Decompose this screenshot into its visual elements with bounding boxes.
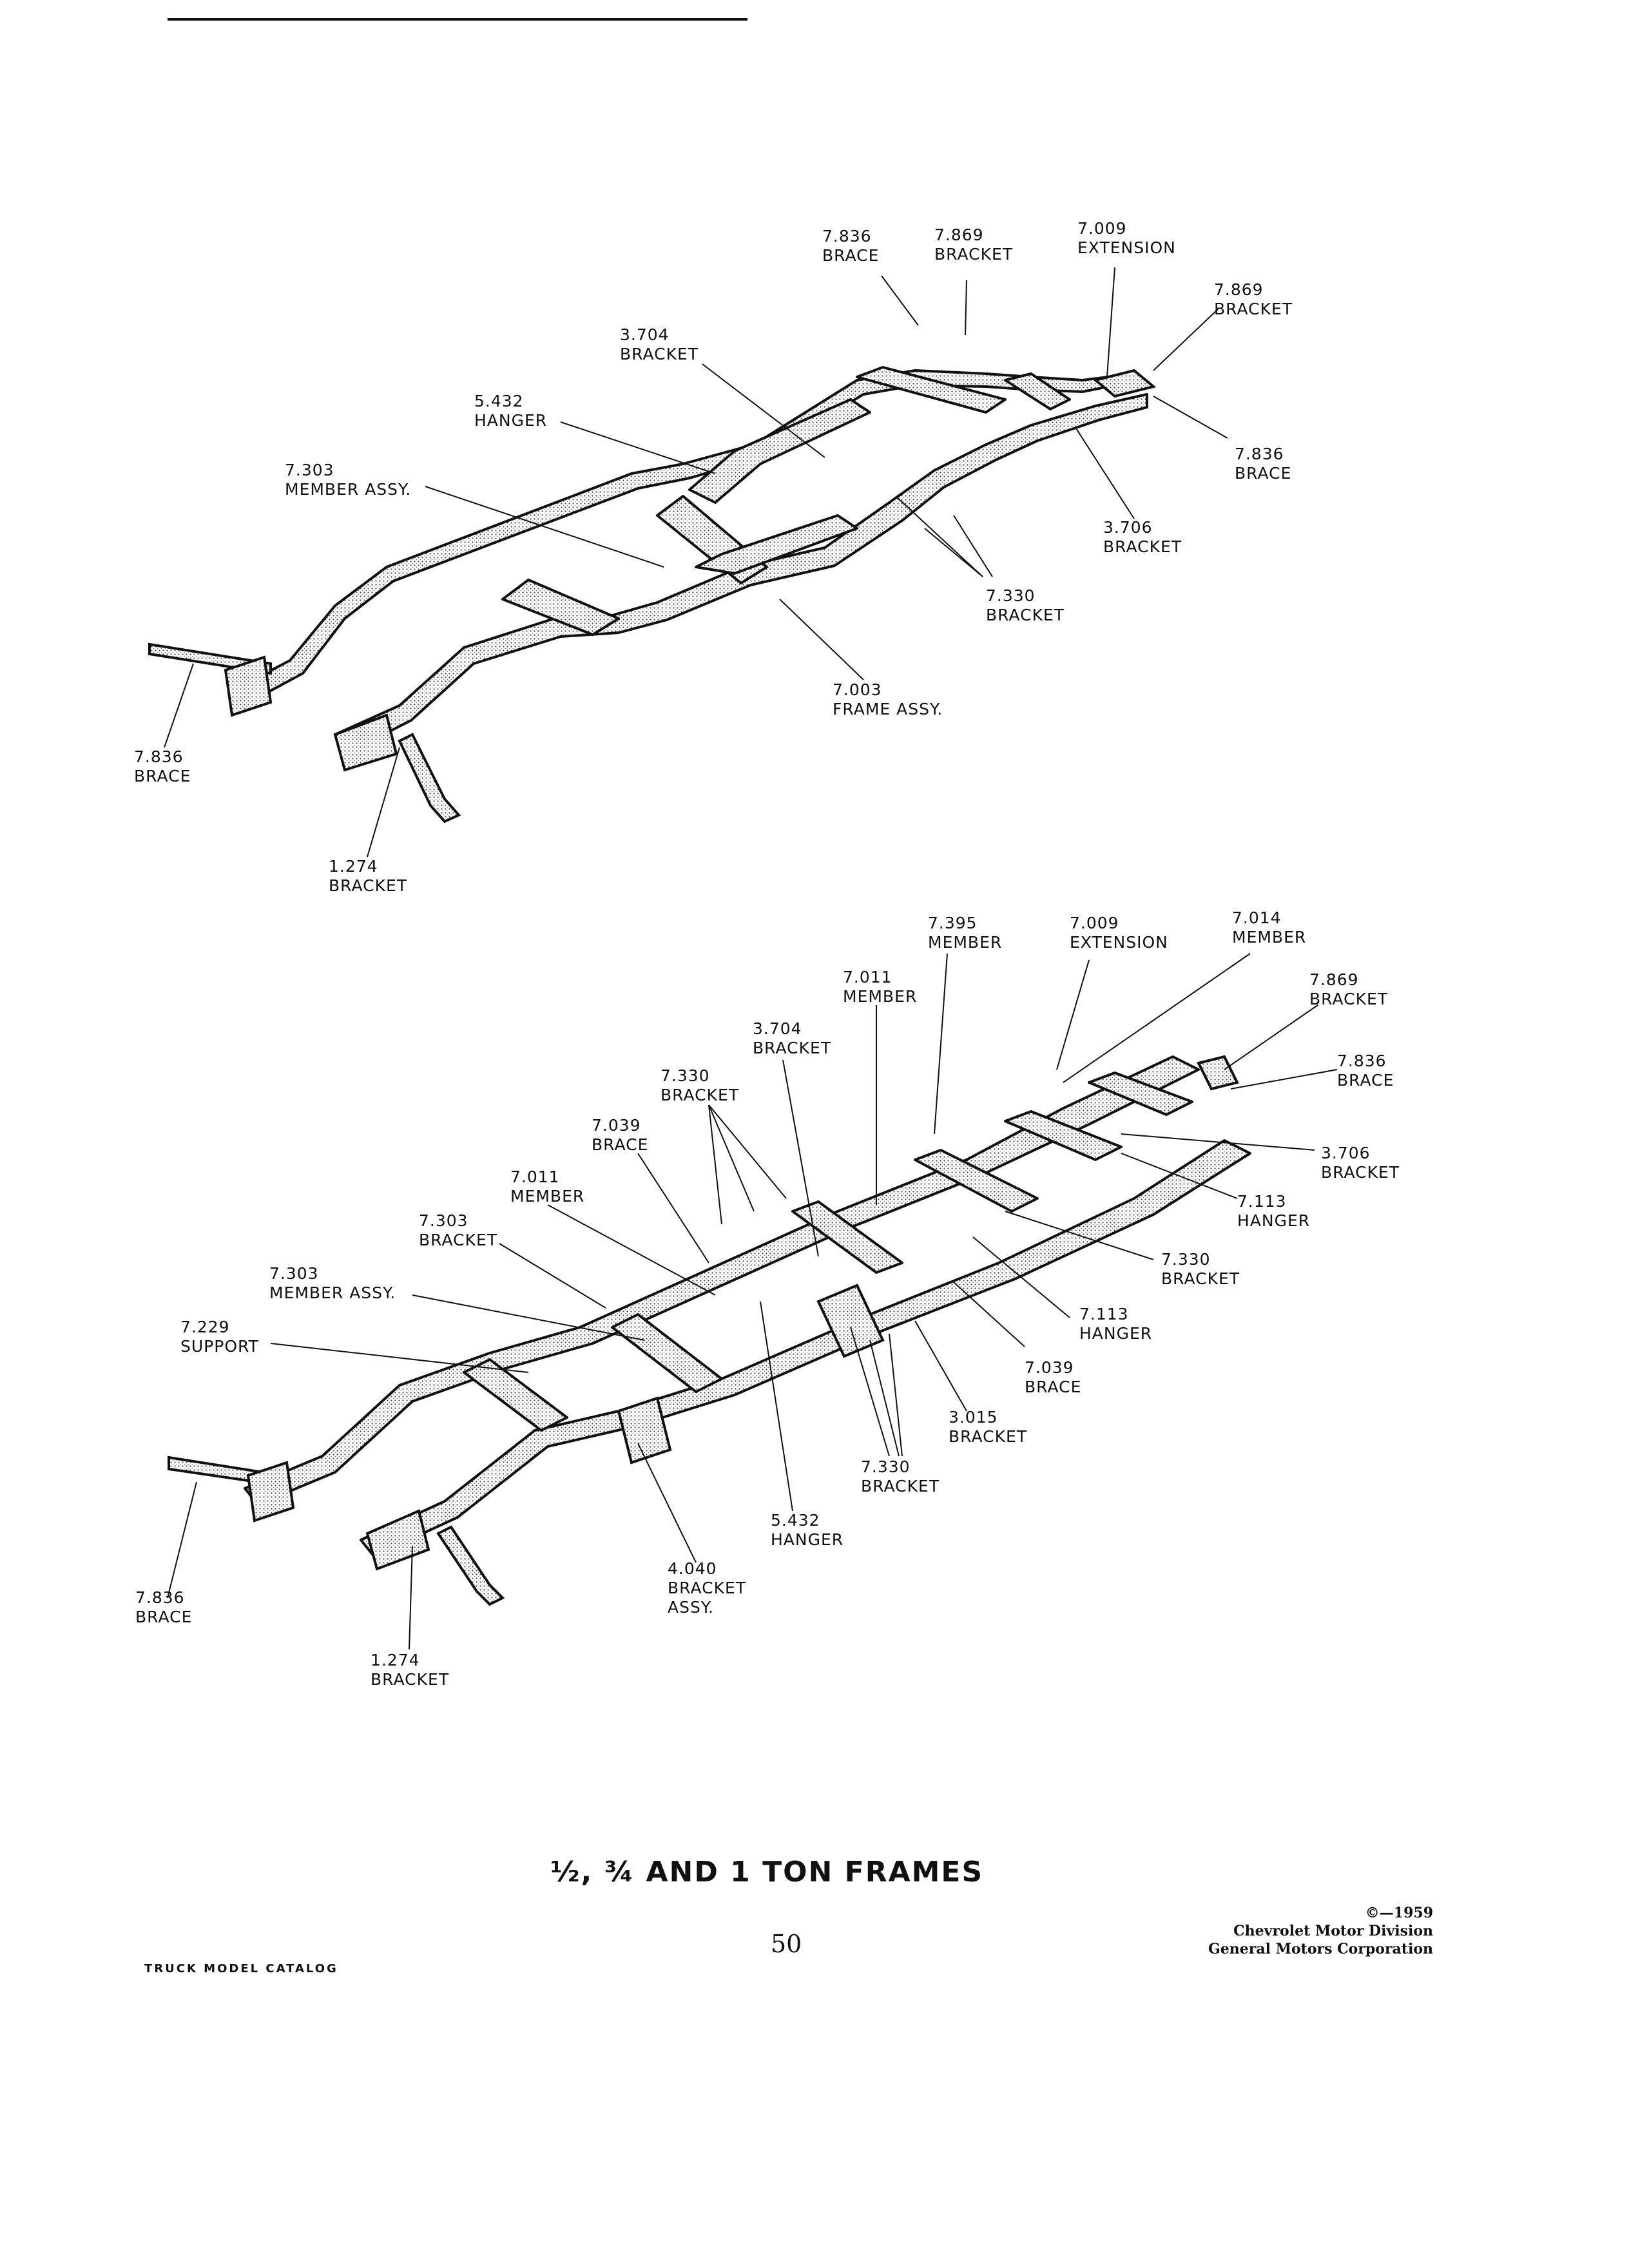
- part-name: BRACE: [135, 1608, 193, 1626]
- top-front-extension: [1095, 370, 1153, 396]
- part-name: HANGER: [1237, 1211, 1311, 1230]
- part-number: 1.274: [329, 857, 378, 876]
- top-label-7836-brace-b: [1235, 445, 1291, 483]
- part-name: BRACKET: [1214, 300, 1293, 318]
- top-rear-brace-right: [400, 735, 459, 822]
- bottom-crossmember-1: [464, 1360, 567, 1430]
- part-name: HANGER: [1079, 1324, 1153, 1343]
- part-number: 1.274: [371, 1651, 420, 1669]
- part-name: MEMBER ASSY.: [269, 1283, 396, 1302]
- part-name: BRACE: [592, 1135, 649, 1154]
- part-number: 7.229: [180, 1318, 230, 1336]
- bottom-label-7011-member: [843, 968, 917, 1006]
- part-name: EXTENSION: [1077, 238, 1176, 257]
- copyright-line-3: General Motors Corporation: [1208, 1941, 1433, 1957]
- part-name: BRACKET: [1161, 1269, 1240, 1288]
- part-number: 7.836: [135, 1588, 185, 1607]
- part-name: BRACE: [1235, 464, 1292, 483]
- part-name: MEMBER: [1232, 928, 1307, 947]
- part-number: 3.704: [620, 325, 670, 344]
- bottom-label-7039-brace: [592, 1116, 648, 1155]
- part-number: 7.303: [269, 1264, 319, 1283]
- part-number: 7.869: [934, 226, 984, 244]
- copyright-block: [1208, 1904, 1433, 1958]
- bottom-label-7011-member-b: [510, 1168, 584, 1206]
- part-number: 7.113: [1079, 1305, 1129, 1323]
- part-name: BRACKET: [668, 1579, 747, 1597]
- top-label-3706-bracket: [1103, 518, 1182, 557]
- part-name: HANGER: [474, 411, 548, 430]
- bottom-label-7869-bracket: [1309, 970, 1388, 1009]
- top-left-rail: [229, 370, 1108, 707]
- part-number: 7.395: [928, 914, 978, 932]
- catalog-footer: TRUCK MODEL CATALOG: [144, 1962, 338, 1975]
- part-name: BRACE: [134, 767, 191, 785]
- part-number: 7.303: [419, 1211, 468, 1230]
- bottom-rear-brace-right: [438, 1527, 503, 1604]
- top-label-3704-bracket: [620, 325, 699, 364]
- part-number: 3.706: [1103, 518, 1153, 537]
- part-name: BRACKET: [861, 1477, 940, 1495]
- part-number: 3.015: [949, 1408, 998, 1427]
- copyright-line-2: Chevrolet Motor Division: [1233, 1923, 1433, 1939]
- top-label-7869-bracket: [934, 226, 1013, 264]
- part-number: 5.432: [474, 392, 524, 410]
- bottom-label-3704-bracket: [753, 1019, 831, 1058]
- top-frame-drawing: [229, 367, 1147, 753]
- bottom-label-7395-member: [928, 914, 1002, 952]
- bottom-label-7009-extension: [1070, 914, 1168, 952]
- bottom-right-rail: [361, 1140, 1250, 1556]
- part-number: 7.330: [861, 1457, 911, 1476]
- part-number: 5.432: [771, 1511, 820, 1530]
- part-number: 7.330: [1161, 1250, 1211, 1269]
- part-number: 7.836: [1235, 445, 1284, 463]
- bottom-label-7330-bracket-c: [861, 1457, 940, 1496]
- part-name: BRACKET: [329, 876, 408, 895]
- part-number: 7.039: [592, 1116, 641, 1135]
- top-label-7330-bracket: [986, 586, 1065, 625]
- bottom-label-4040-bracket-assy: [668, 1559, 746, 1617]
- part-name: BRACKET: [934, 245, 1014, 264]
- bottom-label-7303-bracket: [419, 1211, 497, 1250]
- part-name: BRACKET: [1309, 990, 1389, 1008]
- part-name: EXTENSION: [1070, 933, 1168, 952]
- top-label-1274-bracket: [329, 857, 407, 896]
- bottom-label-7229-support: [180, 1318, 259, 1356]
- part-number: 7.113: [1237, 1192, 1287, 1211]
- part-name: SUPPORT: [180, 1337, 259, 1356]
- bottom-label-3015-bracket: [949, 1408, 1027, 1446]
- top-label-7009-extension: [1077, 219, 1176, 258]
- top-label-7836-brace: [822, 227, 879, 265]
- part-number: 7.836: [1337, 1052, 1387, 1070]
- part-name: FRAME ASSY.: [833, 700, 943, 718]
- part-number: 4.040: [668, 1559, 717, 1578]
- part-number: 7.009: [1077, 219, 1127, 238]
- part-name: MEMBER: [510, 1187, 585, 1206]
- part-name: BRACE: [1025, 1378, 1082, 1396]
- bottom-label-1274-bracket: [371, 1651, 449, 1689]
- bottom-label-7113-hanger: [1237, 1192, 1310, 1231]
- part-name: BRACKET: [660, 1086, 740, 1104]
- part-number: 7.011: [843, 968, 892, 986]
- part-name: BRACKET: [949, 1427, 1028, 1446]
- bottom-label-7014-member: [1232, 908, 1306, 947]
- part-name: BRACE: [1337, 1071, 1394, 1090]
- page-number: 50: [771, 1930, 802, 1958]
- part-number: 7.009: [1070, 914, 1119, 932]
- part-number: 7.039: [1025, 1358, 1074, 1377]
- part-name: BRACKET: [419, 1231, 498, 1249]
- part-name: BRACKET: [753, 1039, 832, 1057]
- bottom-label-7303-member-assy: [269, 1264, 396, 1303]
- bottom-label-7330-bracket: [660, 1066, 739, 1105]
- top-label-5432-hanger: [474, 392, 547, 430]
- part-number: 7.330: [660, 1066, 710, 1085]
- part-name-line2: ASSY.: [668, 1598, 714, 1617]
- part-name: BRACKET: [986, 606, 1065, 624]
- top-rear-bumper-right: [335, 715, 396, 770]
- part-number: 7.014: [1232, 908, 1282, 927]
- top-crossmember-x: [689, 399, 870, 503]
- bottom-label-5432-hanger: [771, 1511, 843, 1550]
- part-number: 7.330: [986, 586, 1036, 605]
- part-number: 7.869: [1214, 280, 1264, 299]
- part-name: MEMBER ASSY.: [285, 480, 412, 499]
- part-number: 3.706: [1321, 1144, 1371, 1162]
- bottom-front-extension: [1199, 1057, 1237, 1089]
- copyright-line-1: ©—1959: [1365, 1905, 1433, 1921]
- part-number: 7.836: [134, 747, 184, 766]
- part-name: BRACKET: [1321, 1163, 1400, 1182]
- part-name: BRACKET: [371, 1670, 450, 1689]
- part-name: BRACKET: [1103, 537, 1182, 556]
- bottom-label-7836-brace: [1337, 1052, 1394, 1090]
- bottom-label-7039-brace-b: [1025, 1358, 1081, 1397]
- part-number: 7.011: [510, 1168, 560, 1186]
- part-name: MEMBER: [928, 933, 1003, 952]
- part-name: HANGER: [771, 1530, 844, 1549]
- part-number: 7.869: [1309, 970, 1359, 989]
- bottom-crossmember-2: [612, 1314, 722, 1392]
- part-number: 3.704: [753, 1019, 802, 1038]
- part-name: BRACE: [822, 246, 880, 265]
- top-label-7836-brace-c: [134, 747, 191, 786]
- bottom-label-7836-brace-b: [135, 1588, 192, 1627]
- top-label-7003-frame-assy: [833, 680, 943, 719]
- part-number: 7.303: [285, 461, 334, 479]
- top-label-7303-member-assy: [285, 461, 411, 499]
- bottom-label-7330-bracket-b: [1161, 1250, 1240, 1289]
- top-label-7869-bracket-b: [1214, 280, 1293, 319]
- part-name: BRACKET: [620, 345, 699, 363]
- bottom-label-3706-bracket: [1321, 1144, 1400, 1182]
- bottom-rear-bumper-right: [367, 1511, 429, 1569]
- part-name: MEMBER: [843, 987, 918, 1006]
- part-number: 7.836: [822, 227, 872, 245]
- page-title: ½, ¾ AND 1 TON FRAMES: [550, 1856, 984, 1888]
- bottom-label-7113-hanger-b: [1079, 1305, 1152, 1343]
- part-number: 7.003: [833, 680, 882, 699]
